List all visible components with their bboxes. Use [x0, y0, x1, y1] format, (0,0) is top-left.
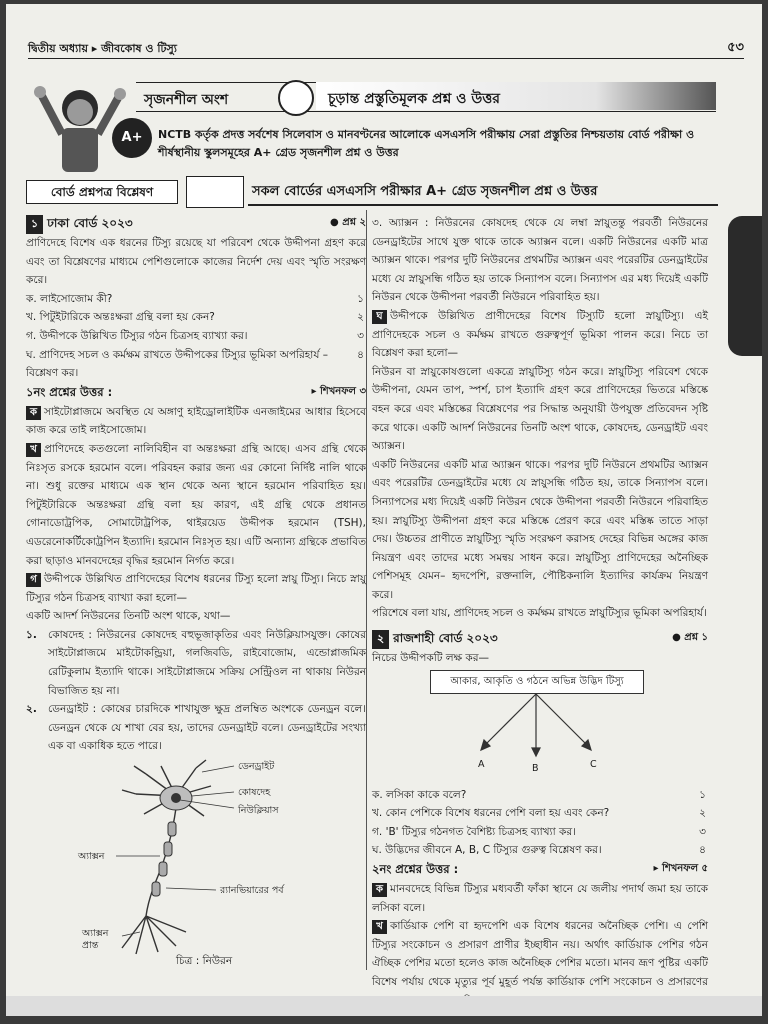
label-axon-end: অ্যাক্সন প্রান্ত [82, 928, 109, 952]
board-analysis-title: সকল বোর্ডের এসএসসি পরীক্ষার A+ গ্রেড সৃজনশীল প্রশ্ন ও উত্তর [252, 184, 598, 199]
list-number: ১. [26, 628, 37, 641]
divider [248, 204, 718, 206]
list-text: কোষদেহ : নিউরনের কোষদেহ বহুভূজাকৃতির এবং নিউক্লিয়াসযুক্ত। কোষের সাইটোপ্লাজমে মাইটোকন্ড্রিয়া, গলজিবডি, রাইবোজোম, এন্ডোপ্লাজমিক রেটিকুলাম ইত্যাদি থাকে। সাইটোপ্লাজমে সক্রিয় সেন্ট্রিওল না থাকায় নিউরন বিভাজিত হয় না। [48, 628, 366, 697]
list-text: ডেনড্রাইট : কোষের চারদিকে শাখাযুক্ত ক্ষুদ্র প্রলম্বিত অংশকে ডেনড্রন বলে। ডেনড্রন থেকে যে শাখা বের হয়, তাদের ডেনড্রাইট বলে। ডেনড্রাইটের সংখ্যা এক বা একাধিক হতে পারে। [48, 703, 366, 753]
item-marks: ৪ [357, 348, 364, 361]
item-marks: ২ [699, 807, 706, 820]
section-banner [26, 72, 746, 182]
left-column [26, 214, 366, 970]
page-number: ৫৩ [727, 40, 744, 55]
item-text: কোন পেশিকে বিশেষ ধরনের পেশি বলা হয় এবং কেন? [385, 807, 610, 820]
right-column [372, 214, 708, 1010]
branch-label: B [532, 762, 539, 774]
answer-text: প্রাণিদেহে কতগুলো নালিবিহীন বা অন্তঃক্ষরা গ্রন্থি আছে। এসব গ্রন্থি থেকে নিঃসৃত রসকে হরমোন বলে। পরিবহন করার জন্য এর কোনো নির্দিষ্ট নালি থাকে না। শুধু রক্তের মাধ্যমে এক স্থান থেকে অন্য স্থানে হরমোন পরিবাহিত হয়। পিটুইটারিকে অন্তঃক্ষরা গ্রন্থি বলা হয় কারণ, এই গ্রন্থি থেকে প্রধানত গোনাডোট্রপিক, সোমাটোট্রপিক, থাইরয়েড উদ্দীপক হরমোন (TSH), এডরেনোকর্টিকোট্রপিন ইত্যাদি। হরমোন নিঃসৃত হয়। এটি অন্যান্য গ্রন্থিকে প্রভাবিত করা ছাড়াও মানবদেহের বৃদ্ধির হরমোন নির্গত করে। [26, 442, 366, 567]
answer-badge: ক [26, 406, 41, 420]
item-key: খ. [26, 311, 37, 324]
answer-header [26, 383, 366, 403]
question-board: ঢাকা বোর্ড ২০২৩ [47, 216, 133, 230]
grade-badge: A+ [112, 118, 152, 158]
figure-caption: চিত্র : নিউরন [176, 955, 233, 968]
label-nucleus: নিউক্লিয়াস [238, 805, 279, 817]
item-marks: ১ [699, 788, 706, 801]
list-item [26, 700, 366, 756]
question-number: ১ [26, 215, 43, 234]
answer-text: কার্ডিয়াক পেশি বা হৃদপেশি এক বিশেষ ধরনের অনৈচ্ছিক পেশি। এ পেশি টিস্যুর সংকোচন ও প্রসারণ প্রাণীর ইচ্ছাধীন নয়। অর্থাৎ কার্ডিয়াক পেশির গঠন ঐচ্ছিক পেশির মতো হলেও কাজ অনৈচ্ছিক পেশির মতো। মানব ভ্রূণ পুষ্টির একটি বিশেষ পর্যায় থেকে মৃত্যুর পূর্ব মুহূর্ত পর্যন্ত কার্ডিয়াক পেশি সংকোচন ও প্রসারণের [372, 920, 708, 988]
item-marks: ২ [357, 311, 364, 324]
answer-ka [26, 403, 366, 440]
book-page [6, 4, 762, 1016]
item-marks: ৩ [699, 825, 706, 838]
answer-ga [26, 570, 366, 607]
item-marks: ৪ [699, 844, 706, 857]
branch-label: C [590, 758, 597, 770]
question-item [26, 327, 366, 346]
item-marks: ৩ [357, 329, 364, 342]
item-marks: ১ [357, 292, 364, 305]
question-board: রাজশাহী বোর্ড ২০২৩ [393, 631, 498, 646]
question-1-header [26, 214, 366, 234]
item-key: ঘ. [372, 844, 382, 857]
branch-label: A [478, 758, 485, 770]
thinking-head-icon [278, 80, 314, 116]
page-bottom-edge [6, 996, 762, 1016]
item-key: ঘ. [26, 348, 36, 361]
question-item [26, 308, 366, 327]
label-dendrite: ডেনড্রাইট [238, 761, 275, 773]
axon-item: ৩. অ্যাক্সন : নিউরনের কোষদেহ থেকে যে লম্বা স্নায়ুতন্তু পরবর্তী নিউরনের ডেনড্রাইটের সাথে যুক্ত থাকে তাকে অ্যাক্সন বলে। একটি নিউরনের একটি মাত্র অ্যাক্সন থাকে। পরপর দুটি নিউরনের প্রথমটির অ্যাক্সন এবং পরেরটির ডেনড্রাইটের মধ্যে যে স্নায়ুসন্ধি গঠিত হয় তাকে সিন্যাপস বলে। সিন্যাপস এর মধ্য দিয়েই একটি নিউরন থেকে উদ্দীপনা পরবর্তী নিউরনে পরিবাহিত হয়। [372, 217, 708, 304]
item-text: পিটুইটারিকে অন্তঃক্ষরা গ্রন্থি বলা হয় কেন? [39, 311, 215, 324]
question-icon [186, 176, 244, 208]
item-key: খ. [372, 807, 383, 820]
answer-title: ১নং প্রশ্নের উত্তর : [26, 384, 113, 399]
board-analysis-label: বোর্ড প্রশ্নপত্র বিশ্লেষণ [26, 180, 178, 204]
item-text: লাইসোজোম কী? [40, 292, 113, 305]
label-ranvier: র‍্যানভিয়ারের পর্ব [220, 885, 284, 897]
banner-intro: NCTB কর্তৃক প্রদত্ত সর্বশেষ সিলেবাস ও মানবণ্টনের আলোকে এসএসসি পরীক্ষায় সেরা প্রস্তুতির নিশ্চয়তায় বোর্ড পরীক্ষা ও শীর্ষস্থানীয় স্কুলসমূহের A+ গ্রেড সৃজনশীল প্রশ্ন ও উত্তর [158, 128, 695, 159]
answer-gha-conclusion: পরিশেষে বলা যায়, প্রাণিদেহ সচল ও কর্মক্ষম রাখতে স্নায়ুটিস্যুর ভূমিকা অপরিহার্য। [372, 607, 707, 620]
neuron-figure [26, 756, 366, 970]
section-title: সৃজনশীল অংশ [144, 92, 229, 108]
tissue-diagram [372, 668, 708, 786]
answer-badge: খ [372, 920, 387, 934]
learning-outcome: ▸ শিখনফল ৩ [311, 385, 366, 397]
question-stem: প্রাণিদেহে বিশেষ এক ধরনের টিস্যু রয়েছে যা পরিবেশ থেকে উদ্দীপনা গ্রহণ করে এবং তা বিশ্লেষণের মাধ্যমে পেশিগুলোকে কাজের নির্দেশ দেয় এবং স্মৃতি সংরক্ষণ করে। [26, 237, 366, 287]
board-analysis-row [26, 180, 726, 206]
column-divider [366, 210, 367, 970]
question-number: ২ [372, 630, 389, 649]
item-key: ক. [372, 788, 383, 801]
question-item [372, 804, 708, 823]
running-header [28, 38, 744, 59]
tissue-diagram-box: আকার, আকৃতি ও গঠনে অভিন্ন উদ্ভিদ টিস্যু [430, 670, 644, 694]
answer-gha-body: একটি নিউরনের একটি মাত্র অ্যাক্সন থাকে। পরপর দুটি নিউরনে প্রথমটির অ্যাক্সন এবং পরেরটির ডেনড্রাইটের মধ্যে যে স্নায়ুসন্ধি গঠিত হয়, তাকে সিন্যাপস বলে। সিন্যাপসের মধ্য দিয়েই একটি নিউরন থেকে উদ্দীপনা পরবর্তী নিউরনে পরিবাহিত হয়। স্নায়ুটিস্যু উদ্দীপনা গ্রহণ করে মস্তিষ্কে প্রেরণ করে এবং মস্তিষ্ক তাতে সাড়া দেয়। উচ্চতর প্রাণীতে স্নায়ুটিস্যু স্মৃতি সংরক্ষণ করাসহ দেহের বিভিন্ন অঙ্গের কাজ নিয়ন্ত্রণ এবং তাদের মধ্যে সমন্বয় সাধন করে। স্নায়ুটিস্যু প্রাণিদেহের অনৈচ্ছিক পেশিসমূহ যেমন– হৃদপেশি, রক্তনালি, পৌষ্টিকনালি ইত্যাদির কার্যক্রম নিয়ন্ত্রণ করে। [372, 458, 708, 601]
answer-gha [372, 307, 708, 363]
question-item [372, 841, 708, 860]
answer-badge: গ [26, 573, 41, 587]
answer-title: ২নং প্রশ্নের উত্তর : [372, 862, 459, 877]
answer-badge: ক [372, 883, 387, 897]
item-key: গ. [26, 329, 37, 342]
question-stem: নিচের উদ্দীপকটি লক্ষ কর— [372, 652, 490, 665]
question-2-header [372, 629, 708, 649]
item-text: লসিকা কাকে বলে? [386, 788, 467, 801]
question-tag: ● প্রশ্ন ২ [330, 217, 366, 228]
list-number: ২. [26, 703, 37, 716]
item-text: উদ্ভিদের জীবনে A, B, C টিস্যুর গুরুত্ব বিশ্লেষণ কর। [385, 844, 602, 857]
answer-header [372, 860, 708, 880]
label-axon: অ্যাক্সন [78, 851, 105, 863]
question-item [372, 786, 708, 805]
answer-text: উদ্দীপকে উল্লিখিত প্রাণিদেহের বিশেষ ধরনের টিস্যু হলো স্নায়ু টিস্যু। নিচে স্নায়ু টিস্যুর গঠন চিত্রসহ ব্যাখ্যা করা হলো— [26, 573, 366, 604]
neuron-drawing-icon [26, 756, 366, 970]
question-item [26, 290, 366, 309]
answer-text: সাইটোপ্লাজমে অবস্থিত যে অঙ্গাণু হাইড্রোলাইটিক এনজাইমের আধার হিসেবে কাজ করে তাই লাইসোজোম। [26, 405, 366, 437]
chapter-title: দ্বিতীয় অধ্যায় ▸ জীবকোষ ও টিস্যু [28, 42, 177, 55]
answer-ka [372, 880, 708, 917]
answer-ga-lead: একটি আদর্শ নিউরনের তিনটি অংশ থাকে, যথা— [26, 610, 231, 623]
answer-badge: ঘ [372, 310, 387, 324]
item-text: প্রাণিদেহ সচল ও কর্মক্ষম রাখতে উদ্দীপকের টিস্যুর ভূমিকা অপরিহার্য – বিশ্লেষণ কর। [26, 348, 328, 380]
item-key: গ. [372, 825, 383, 838]
answer-badge: খ [26, 443, 41, 457]
question-item [26, 346, 366, 383]
question-item [372, 823, 708, 842]
answer-text: উদ্দীপকে উল্লিখিত প্রাণীদেহের বিশেষ টিস্যুটি হলো স্নায়ুটিস্যু। এই প্রাণিদেহকে সচল ও কর্মক্ষম রাখতে গুরুত্বপূর্ণ ভূমিকা পালন করে। নিচে তা বিশ্লেষণ করা হলো— [372, 309, 708, 360]
item-text: 'B' টিস্যুর গঠনগত বৈশিষ্ট্য চিত্রসহ ব্যাখ্যা কর। [385, 825, 576, 838]
list-item [26, 626, 366, 700]
diagram-arrows-icon [372, 668, 708, 786]
learning-outcome: ▸ শিখনফল ৫ [653, 863, 708, 875]
question-tag: ● প্রশ্ন ১ [672, 632, 708, 644]
item-text: উদ্দীপকে উল্লিখিত টিস্যুর গঠন চিত্রসহ ব্যাখ্যা কর। [39, 329, 248, 342]
answer-gha-body: নিউরন বা স্নায়ুকোষগুলো একত্রে স্নায়ুটিস্যু গঠন করে। স্নায়ুটিস্যু পরিবেশ থেকে উদ্দীপনা, যেমন তাপ, স্পর্শ, চাপ ইত্যাদি গ্রহণ করে প্রাণিদেহের ভিতরে মস্তিষ্কে বহন করে এবং মস্তিষ্কের বিশ্লেষণের পর সিদ্ধান্ত অনুযায়ী উপযুক্ত প্রতিবেদন সৃষ্টি করে থাকে। একটি আদর্শ নিউরনের তিনটি অংশ থাকে, কোষদেহ, ডেনড্রাইট এবং অ্যাক্সন। [372, 365, 708, 453]
answer-kha [26, 440, 366, 570]
item-key: ক. [26, 292, 37, 305]
side-thumb-tab [728, 216, 762, 356]
banner-title-box [316, 82, 716, 110]
banner-title: চূড়ান্ত প্রস্তুতিমূলক প্রশ্ন ও উত্তর [328, 91, 500, 107]
label-soma: কোষদেহ [238, 787, 271, 799]
answer-text: মানবদেহে বিভিন্ন টিস্যুর মধ্যবর্তী ফাঁকা স্থানে যে জলীয় পদার্থ জমা হয় তাকে লসিকা বলে। [372, 883, 708, 914]
